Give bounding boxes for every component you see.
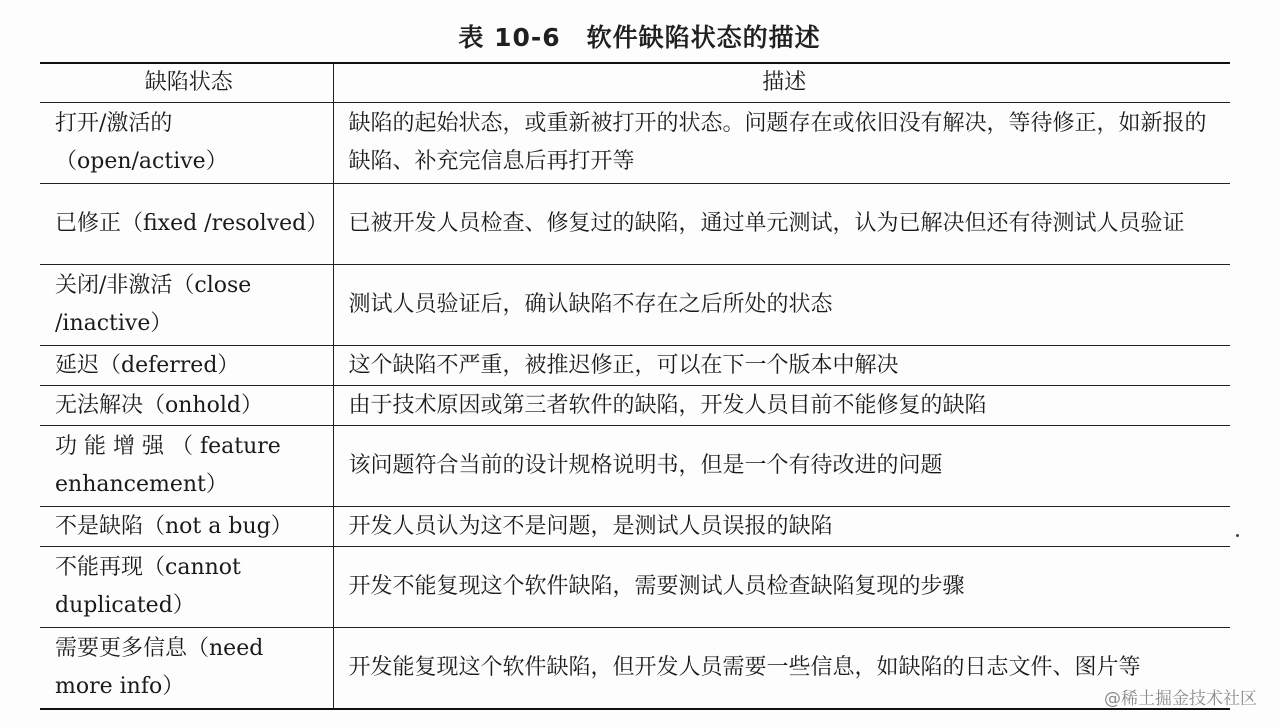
header-desc: 描述 — [333, 63, 1230, 103]
table-row — [40, 628, 1230, 710]
desc-cell: 这个缺陷不严重，被推迟修正，可以在下一个版本中解决 — [333, 346, 1230, 386]
state-cell: 不是缺陷（not a bug） — [40, 507, 333, 547]
desc-cell: 由于技术原因或第三者软件的缺陷，开发人员目前不能修复的缺陷 — [333, 386, 1230, 426]
state-cell: 功 能 增 强 （ feature enhancement） — [40, 426, 333, 507]
desc-cell: 缺陷的起始状态，或重新被打开的状态。问题存在或依旧没有解决，等待修正，如新报的缺陷、补充完信息后再打开等 — [333, 103, 1230, 184]
state-cell: 无法解决（onhold） — [40, 386, 333, 426]
watermark — [1104, 684, 1257, 709]
defect-status-table — [40, 62, 1230, 710]
state-cell: 不能再现（cannot duplicated） — [40, 547, 333, 628]
desc-cell: 开发不能复现这个软件缺陷，需要测试人员检查缺陷复现的步骤 — [333, 547, 1230, 628]
table-title: 表 10-6 软件缺陷状态的描述 — [458, 23, 821, 52]
desc-cell: 该问题符合当前的设计规格说明书，但是一个有待改进的问题 — [333, 426, 1230, 507]
table-row — [40, 547, 1230, 628]
header-state: 缺陷状态 — [40, 63, 333, 103]
state-cell: 关闭/非激活（close /inactive） — [40, 265, 333, 346]
table-header-row — [40, 63, 1230, 103]
desc-cell: 开发人员认为这不是问题，是测试人员误报的缺陷 — [333, 507, 1230, 547]
state-cell: 需要更多信息（need more info） — [40, 628, 333, 710]
state-cell: 打开/激活的（open/active） — [40, 103, 333, 184]
table-row — [40, 426, 1230, 507]
table-row — [40, 265, 1230, 346]
desc-cell: 已被开发人员检查、修复过的缺陷，通过单元测试，认为已解决但还有待测试人员验证 — [333, 184, 1230, 265]
desc-cell: 开发能复现这个软件缺陷，但开发人员需要一些信息，如缺陷的日志文件、图片等 — [333, 628, 1230, 710]
watermark-text: @稀土掘金技术社区 — [1104, 689, 1257, 709]
table-container — [40, 62, 1230, 710]
table-row — [40, 103, 1230, 184]
desc-cell: 测试人员验证后，确认缺陷不存在之后所处的状态 — [333, 265, 1230, 346]
table-row — [40, 507, 1230, 547]
state-cell: 延迟（deferred） — [40, 346, 333, 386]
state-cell: 已修正（fixed /resolved） — [40, 184, 333, 265]
table-row — [40, 386, 1230, 426]
table-row — [40, 184, 1230, 265]
stray-dot — [1236, 534, 1239, 537]
table-row — [40, 346, 1230, 386]
